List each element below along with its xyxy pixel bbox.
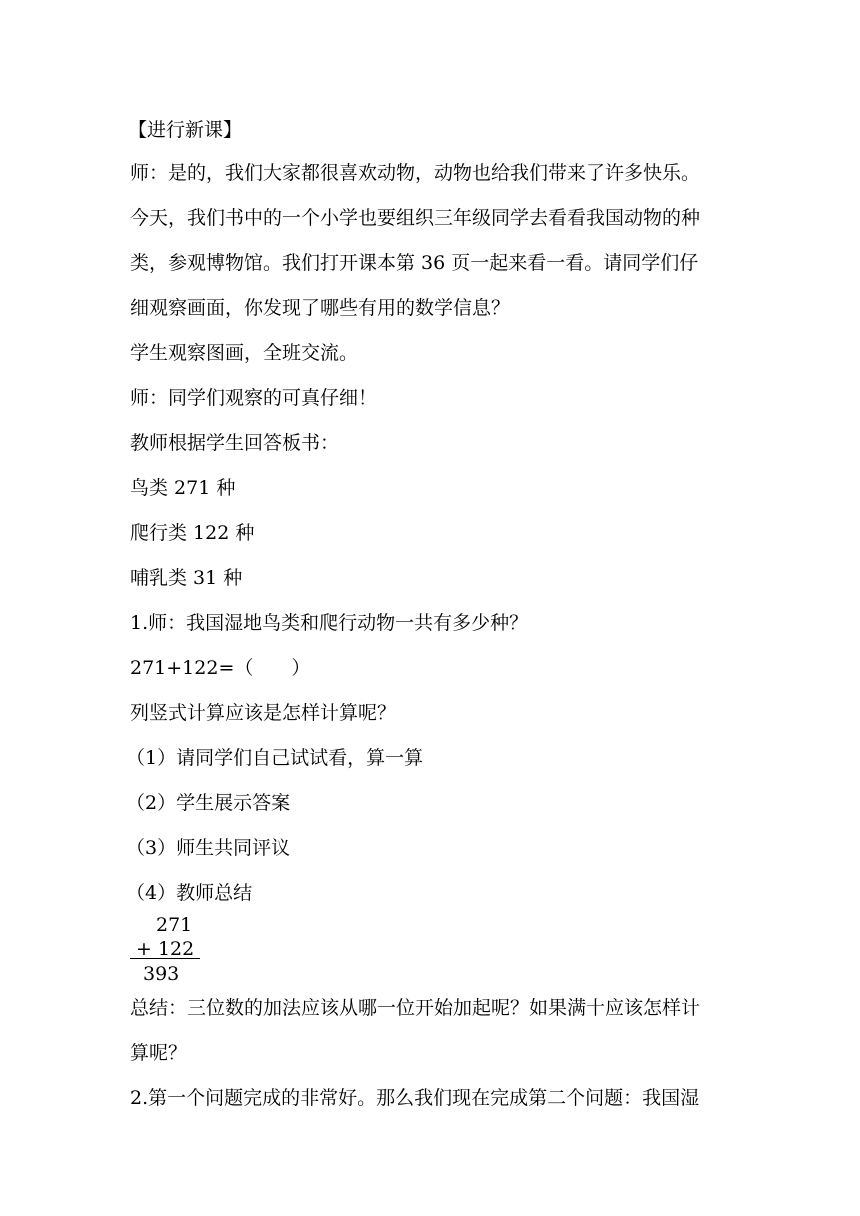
equation-line: 271+122=（ ） — [130, 657, 311, 679]
vertical-calc-addend: + 122 — [136, 938, 195, 960]
step-item: （1）请同学们自己试试看，算一算 — [126, 747, 424, 769]
step-item: （4）教师总结 — [126, 882, 253, 904]
paragraph-line: 教师根据学生回答板书： — [130, 432, 340, 454]
paragraph-line: 师：是的，我们大家都很喜欢动物，动物也给我们带来了许多快乐。 — [130, 162, 701, 184]
step-item: （3）师生共同评议 — [126, 837, 291, 859]
summary-line: 总结：三位数的加法应该从哪一位开始加起呢？如果满十应该怎样计 — [130, 997, 701, 1019]
vertical-calc-sum: 393 — [143, 963, 180, 985]
board-item: 哺乳类 31 种 — [130, 567, 243, 589]
board-item: 鸟类 271 种 — [130, 477, 236, 499]
paragraph-line: 今天，我们书中的一个小学也要组织三年级同学去看看我国动物的种 — [130, 207, 701, 229]
paragraph-line: 类，参观博物馆。我们打开课本第 36 页一起来看一看。请同学们仔 — [130, 252, 699, 274]
paragraph-line: 细观察画面，你发现了哪些有用的数学信息？ — [130, 297, 511, 319]
paragraph-line: 学生观察图画，全班交流。 — [130, 342, 359, 364]
paragraph-line: 师：同学们观察的可真仔细！ — [130, 387, 378, 409]
summary-line: 算呢？ — [130, 1042, 188, 1064]
vertical-calc-addend: 271 — [156, 914, 193, 936]
board-item: 爬行类 122 种 — [130, 522, 255, 544]
question-line: 1.师：我国湿地鸟类和爬行动物一共有多少种？ — [130, 612, 529, 634]
summary-line: 2.第一个问题完成的非常好。那么我们现在完成第二个问题：我国湿 — [130, 1087, 700, 1109]
vertical-calc-rule — [130, 958, 200, 959]
section-heading: 【进行新课】 — [128, 119, 243, 141]
paragraph-line: 列竖式计算应该是怎样计算呢？ — [130, 702, 397, 724]
step-item: （2）学生展示答案 — [126, 792, 291, 814]
